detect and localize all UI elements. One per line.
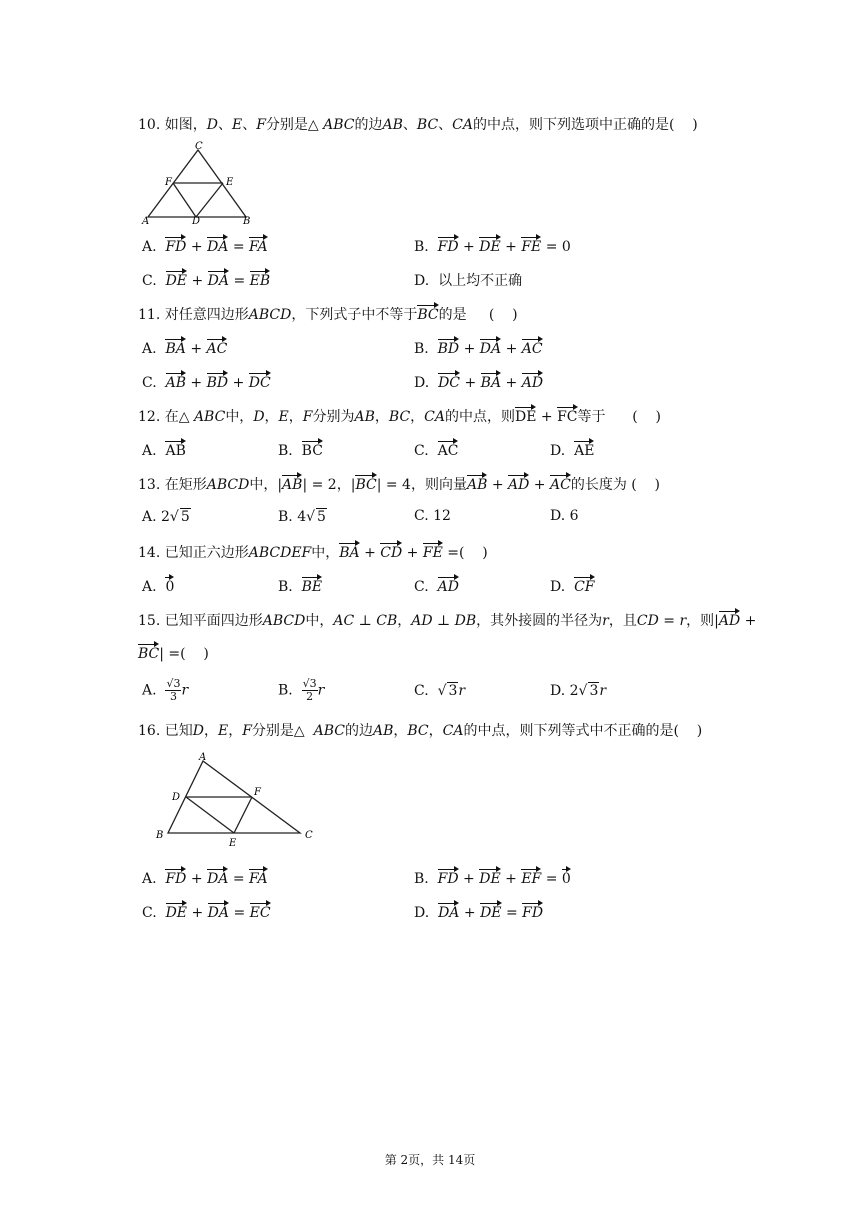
page-footer: 第 2页，共 14页 bbox=[384, 1153, 476, 1167]
q16-label-b: B bbox=[156, 830, 164, 841]
q13-option-d[interactable]: D. 6 bbox=[550, 508, 579, 524]
q12-option-c[interactable]: C. AC bbox=[414, 440, 458, 459]
q15-option-d[interactable]: D. 2√ 3r bbox=[550, 683, 607, 699]
q16-option-b[interactable]: B. FD + DE + EF = 0 bbox=[414, 868, 571, 887]
q13-option-a[interactable]: A. 2√ 5 bbox=[142, 509, 190, 525]
q15-option-a[interactable]: A. $\frac{√3}{3}$ r bbox=[142, 677, 189, 703]
q10-figure bbox=[138, 140, 258, 226]
q14-stem: 14. 已知正六边形ABCDEF中，BA + CD + FE =( ) bbox=[138, 542, 488, 562]
q15-option-b[interactable]: B. $\frac{√3}{2}$ r bbox=[278, 677, 325, 703]
q11-option-a[interactable]: A. BA + AC bbox=[142, 338, 227, 357]
q16-label-f: F bbox=[254, 787, 261, 798]
q10-label-e: E bbox=[226, 177, 234, 188]
q13-option-c[interactable]: C. 12 bbox=[414, 508, 451, 524]
q13-option-b[interactable]: B. 4√ 5 bbox=[278, 509, 326, 525]
q10-option-c[interactable]: C. DE + DA = EB bbox=[142, 270, 270, 289]
q16-label-a: A bbox=[199, 752, 207, 763]
q10-label-c: C bbox=[195, 141, 203, 152]
q14-option-c[interactable]: C. AD bbox=[414, 576, 459, 595]
q15-stem-line2: BC| =( ) bbox=[138, 643, 209, 662]
q11-stem: 11. 对任意四边形ABCD，下列式子中不等于BC的是 ( ) bbox=[138, 304, 518, 324]
q16-option-d[interactable]: D. DA + DE = FD bbox=[414, 902, 543, 921]
q12-option-b[interactable]: B. BC bbox=[278, 440, 323, 459]
q12-option-d[interactable]: D. AE bbox=[550, 440, 594, 459]
q14-option-d[interactable]: D. CF bbox=[550, 576, 595, 595]
q16-option-a[interactable]: A. FD + DA = FA bbox=[142, 868, 268, 887]
q16-figure bbox=[150, 748, 325, 850]
q14-option-b[interactable]: B. BE bbox=[278, 576, 322, 595]
q12-option-a[interactable]: A. AB bbox=[142, 440, 186, 459]
q10-option-d[interactable]: D. 以上均不正确 bbox=[414, 273, 523, 289]
q10-label-b: B bbox=[243, 216, 251, 226]
q16-option-c[interactable]: C. DE + DA = EC bbox=[142, 902, 271, 921]
q10-label-f: F bbox=[165, 177, 172, 188]
q10-stem: 10. 如图，D、E、F分别是△ ABC的边AB、BC、CA的中点，则下列选项中正确的是( ) bbox=[138, 117, 698, 133]
q11-option-c[interactable]: C. AB + BD + DC bbox=[142, 372, 271, 391]
q10-option-a[interactable]: A. FD + DA = FA bbox=[142, 236, 268, 255]
q16-label-e: E bbox=[229, 838, 237, 849]
q11-option-b[interactable]: B. BD + DA + AC bbox=[414, 338, 543, 357]
q10-option-b[interactable]: B. FD + DE + FE = 0 bbox=[414, 236, 571, 255]
q13-stem: 13. 在矩形ABCD中，|AB| = 2，|BC| = 4，则向量AB + AD + AC的长度为 ( ) bbox=[138, 474, 660, 494]
q16-label-c: C bbox=[305, 830, 313, 841]
q15-stem-line1: 15. 已知平面四边形ABCD中，AC ⊥ CB，AD ⊥ DB，其外接圆的半径为r，且CD = r，则|AD + bbox=[138, 610, 756, 630]
q15-option-c[interactable]: C. √ 3r bbox=[414, 683, 466, 699]
q10-label-d: D bbox=[192, 216, 201, 226]
q12-stem: 12. 在△ ABC中，D，E，F分别为AB，BC，CA的中点，则DE + FC等于 ( ) bbox=[138, 406, 661, 426]
q14-option-a[interactable]: A. 0 bbox=[142, 576, 174, 595]
q11-option-d[interactable]: D. DC + BA + AD bbox=[414, 372, 543, 391]
q16-stem: 16. 已知D，E，F分别是△ ABC的边AB，BC，CA的中点，则下列等式中不正确的是( ) bbox=[138, 723, 703, 739]
q10-label-a: A bbox=[142, 216, 150, 226]
q16-label-d: D bbox=[172, 792, 181, 803]
